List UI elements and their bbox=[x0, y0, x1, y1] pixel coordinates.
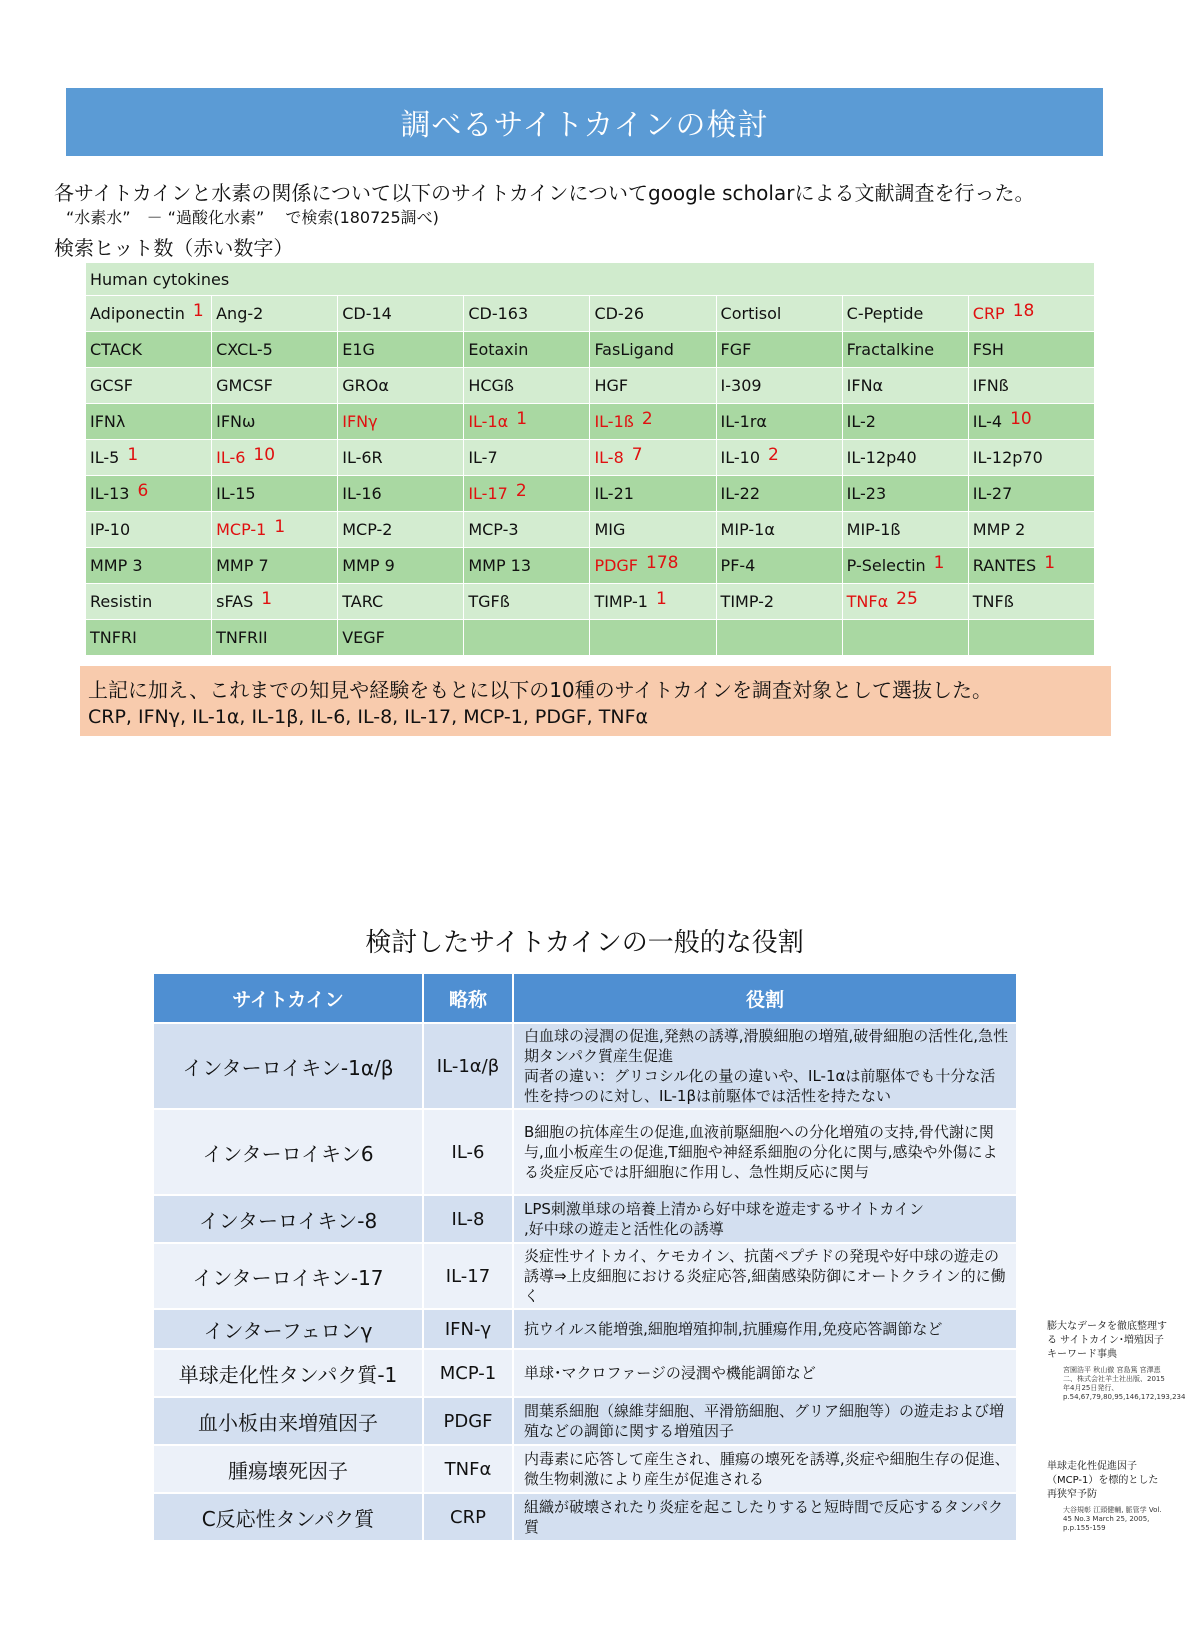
hit-count: 1 bbox=[274, 516, 286, 537]
cytokine-abbr: CRP bbox=[423, 1493, 513, 1541]
cytokine-cell bbox=[968, 584, 1094, 620]
cytokine-name: IL-12p70 bbox=[972, 448, 1043, 467]
cytokine-row bbox=[86, 512, 1095, 548]
reference-2 bbox=[1047, 1460, 1167, 1533]
roles-row bbox=[153, 1493, 1017, 1541]
cytokine-cell bbox=[212, 584, 338, 620]
cytokine-name: MCP-3 bbox=[468, 520, 519, 539]
hit-count: 1 bbox=[192, 300, 204, 321]
hit-count: 1 bbox=[516, 408, 528, 429]
cytokine-cell bbox=[716, 296, 842, 332]
cytokine-name: IL-12p40 bbox=[846, 448, 917, 467]
cytokine-name: TGFß bbox=[468, 592, 510, 611]
cytokine-cell bbox=[842, 440, 968, 476]
cytokine-name: P-Selectin bbox=[846, 555, 926, 575]
cytokine-name: RANTES bbox=[972, 555, 1037, 575]
cytokine-name: MCP-1 bbox=[216, 519, 267, 539]
cytokine-cell bbox=[968, 548, 1094, 584]
hit-count: 10 bbox=[253, 444, 276, 465]
cytokine-cell bbox=[716, 332, 842, 368]
cytokine-role: B細胞の抗体産生の促進,血液前駆細胞への分化増殖の支持,骨代謝に関与,血小板産生の促進,T細胞や神経系細胞の分化に関与,感染や外傷による炎症反応では肝細胞に作用し、急性期反応に関与 bbox=[513, 1109, 1017, 1195]
cytokine-abbr: IL-1α/β bbox=[423, 1023, 513, 1109]
cytokine-name: VEGF bbox=[342, 628, 385, 647]
cytokine-cell bbox=[464, 548, 590, 584]
cytokine-cell bbox=[86, 476, 212, 512]
cytokine-cell bbox=[212, 296, 338, 332]
selection-text: 上記に加え、これまでの知見や経験をもとに以下の10種のサイトカインを調査対象として選抜した。 bbox=[88, 678, 993, 702]
cytokine-row bbox=[86, 548, 1095, 584]
cytokine-name: IL-1ß bbox=[594, 411, 634, 431]
cytokine-name: IL-16 bbox=[342, 484, 382, 503]
cytokine-role: 抗ウイルス能増強,細胞増殖抑制,抗腫瘍作用,免疫応答調節など bbox=[513, 1309, 1017, 1349]
cytokine-name: IL-4 bbox=[972, 411, 1003, 431]
cytokine-cell bbox=[716, 620, 842, 656]
cytokine-table-header: Human cytokines bbox=[86, 263, 1095, 296]
hit-count: 1 bbox=[261, 588, 273, 609]
cytokine-cell bbox=[86, 584, 212, 620]
cytokine-full-name: C反応性タンパク質 bbox=[153, 1493, 423, 1541]
reference-1-title: 膨大なデータを徹底整理する サイトカイン･増殖因子キーワード事典 bbox=[1047, 1321, 1167, 1360]
cytokine-cell bbox=[590, 512, 716, 548]
cytokine-cell bbox=[842, 476, 968, 512]
roles-section-title: 検討したサイトカインの一般的な役割 bbox=[365, 928, 804, 958]
cytokine-row bbox=[86, 332, 1095, 368]
cytokine-name: Fractalkine bbox=[846, 340, 935, 359]
cytokine-cell bbox=[968, 404, 1094, 440]
cytokine-name: Ang-2 bbox=[216, 304, 264, 323]
cytokine-abbr: IFN-γ bbox=[423, 1309, 513, 1349]
cytokine-name: HGF bbox=[594, 376, 629, 395]
cytokine-row bbox=[86, 620, 1095, 656]
hit-count: 1 bbox=[933, 552, 945, 573]
cytokine-row bbox=[86, 368, 1095, 404]
cytokine-name: GMCSF bbox=[216, 376, 273, 395]
cytokine-cell bbox=[338, 368, 464, 404]
hit-count: 6 bbox=[137, 480, 149, 501]
roles-row bbox=[153, 1195, 1017, 1243]
cytokine-cell bbox=[968, 620, 1094, 656]
cytokine-cell bbox=[590, 332, 716, 368]
cytokine-name: C-Peptide bbox=[846, 304, 924, 323]
cytokine-cell bbox=[716, 512, 842, 548]
cytokine-row bbox=[86, 404, 1095, 440]
roles-row bbox=[153, 1309, 1017, 1349]
cytokine-name: Resistin bbox=[90, 592, 153, 611]
cytokine-cell bbox=[842, 584, 968, 620]
hit-count: 25 bbox=[896, 588, 918, 609]
cytokine-name: IL-1α bbox=[468, 411, 509, 431]
cytokine-full-name: インターロイキン-8 bbox=[153, 1195, 423, 1243]
cytokine-cell bbox=[464, 440, 590, 476]
cytokine-role: 炎症性サイトカイ、ケモカイン、抗菌ペプチドの発現や好中球の遊走の誘導⇒上皮細胞における炎症応答,細菌感染防御にオートクライン的に働く bbox=[513, 1243, 1017, 1309]
cytokine-row bbox=[86, 440, 1095, 476]
cytokine-name: IL-7 bbox=[468, 448, 498, 467]
cytokine-name: MMP 13 bbox=[468, 556, 532, 575]
cytokine-name: CXCL-5 bbox=[216, 340, 273, 359]
roles-row bbox=[153, 1023, 1017, 1109]
cytokine-cell bbox=[212, 512, 338, 548]
reference-2-title: 単球走化性促進因子（MCP-1）を標的とした再狭窄予防 bbox=[1047, 1461, 1159, 1500]
cytokine-cell bbox=[212, 440, 338, 476]
cytokine-full-name: インターロイキン6 bbox=[153, 1109, 423, 1195]
cytokine-abbr: IL-8 bbox=[423, 1195, 513, 1243]
roles-table bbox=[152, 972, 1018, 1542]
cytokine-name: MMP 9 bbox=[342, 556, 395, 575]
hit-count-caption: 検索ヒット数（赤い数字） bbox=[54, 236, 294, 260]
cytokine-abbr: PDGF bbox=[423, 1397, 513, 1445]
cytokine-cell bbox=[212, 368, 338, 404]
cytokine-cell bbox=[338, 296, 464, 332]
cytokine-cell bbox=[464, 296, 590, 332]
cytokine-role: 単球･マクロファージの浸潤や機能調節など bbox=[513, 1349, 1017, 1397]
cytokine-cell bbox=[338, 548, 464, 584]
cytokine-cell bbox=[212, 548, 338, 584]
cytokine-name: IL-1rα bbox=[720, 412, 767, 431]
cytokine-row bbox=[86, 584, 1095, 620]
cytokine-name: IL-5 bbox=[90, 447, 120, 467]
cytokine-name: FGF bbox=[720, 340, 752, 359]
cytokine-cell bbox=[842, 368, 968, 404]
hit-count: 1 bbox=[1044, 552, 1056, 573]
cytokine-cell bbox=[842, 548, 968, 584]
cytokine-cell bbox=[464, 584, 590, 620]
cytokine-cell bbox=[464, 368, 590, 404]
cytokine-cell bbox=[338, 332, 464, 368]
cytokine-name: IL-21 bbox=[594, 484, 634, 503]
cytokine-full-name: 血小板由来増殖因子 bbox=[153, 1397, 423, 1445]
page-title-banner: 調べるサイトカインの検討 bbox=[66, 88, 1103, 156]
hit-count: 2 bbox=[641, 408, 653, 429]
cytokine-cell bbox=[212, 620, 338, 656]
cytokine-full-name: インターロイキン-1α/β bbox=[153, 1023, 423, 1109]
cytokine-role: 間葉系細胞（線維芽細胞、平滑筋細胞、グリア細胞等）の遊走および増殖などの調節に関する増殖因子 bbox=[513, 1397, 1017, 1445]
cytokine-cell bbox=[716, 404, 842, 440]
cytokine-name: IFNß bbox=[972, 376, 1009, 395]
cytokine-cell bbox=[464, 620, 590, 656]
cytokine-name: GROα bbox=[342, 376, 389, 395]
hit-count: 178 bbox=[646, 552, 679, 573]
cytokine-name: TARC bbox=[342, 592, 384, 611]
cytokine-name: CD-26 bbox=[594, 304, 645, 323]
hit-count: 1 bbox=[127, 444, 139, 465]
cytokine-full-name: 腫瘍壊死因子 bbox=[153, 1445, 423, 1493]
cytokine-name: CTACK bbox=[90, 340, 143, 359]
cytokine-name: TNFα bbox=[846, 591, 889, 611]
selected-cytokines: CRP, IFNγ, IL-1α, IL-1β, IL-6, IL-8, IL-17, MCP-1, PDGF, TNFα bbox=[88, 706, 649, 728]
reference-1 bbox=[1047, 1320, 1185, 1402]
cytokine-name: MIP-1ß bbox=[846, 520, 901, 539]
hit-count: 2 bbox=[768, 444, 779, 465]
cytokine-name: sFAS bbox=[216, 591, 254, 611]
cytokine-name: MMP 2 bbox=[972, 520, 1026, 539]
cytokine-cell bbox=[464, 512, 590, 548]
cytokine-name: IL-22 bbox=[720, 484, 761, 503]
cytokine-role: 白血球の浸潤の促進,発熱の誘導,滑膜細胞の増殖,破骨細胞の活性化,急性期タンパク質産生促進 両者の違い：グリコシル化の量の違いや、IL-1αは前駆体でも十分な活性を持つのに対し、IL-1βは前駆体では活性を持たない bbox=[513, 1023, 1017, 1109]
cytokine-role: LPS刺激単球の培養上清から好中球を遊走するサイトカイン ,好中球の遊走と活性化の誘導 bbox=[513, 1195, 1017, 1243]
cytokine-name: TNFß bbox=[972, 592, 1014, 611]
cytokine-cell bbox=[590, 476, 716, 512]
cytokine-name: FasLigand bbox=[594, 340, 674, 359]
cytokine-cell bbox=[86, 440, 212, 476]
roles-row bbox=[153, 1109, 1017, 1195]
cytokine-name: IFNω bbox=[216, 412, 256, 431]
cytokine-name: IL-10 bbox=[720, 447, 761, 467]
cytokine-cell bbox=[842, 332, 968, 368]
cytokine-cell bbox=[338, 620, 464, 656]
cytokine-cell bbox=[842, 512, 968, 548]
hit-count: 10 bbox=[1010, 408, 1032, 429]
cytokine-cell bbox=[590, 368, 716, 404]
cytokine-cell bbox=[968, 476, 1094, 512]
cytokine-cell bbox=[968, 512, 1094, 548]
roles-row bbox=[153, 1397, 1017, 1445]
cytokine-name: IL-13 bbox=[90, 483, 130, 503]
hit-count: 7 bbox=[631, 444, 643, 465]
cytokine-full-name: インターロイキン-17 bbox=[153, 1243, 423, 1309]
cytokine-name: MMP 3 bbox=[90, 556, 143, 575]
cytokine-name: TNFRI bbox=[90, 628, 137, 647]
search-query-text: “水素水” － “過酸化水素” で検索(180725調べ) bbox=[66, 208, 439, 227]
cytokine-name: Adiponectin bbox=[90, 303, 185, 323]
cytokine-full-name: 単球走化性タンパク質-1 bbox=[153, 1349, 423, 1397]
cytokine-name: MCP-2 bbox=[342, 520, 393, 539]
cytokine-name: HCGß bbox=[468, 376, 515, 395]
cytokine-abbr: IL-17 bbox=[423, 1243, 513, 1309]
cytokine-name: IL-17 bbox=[468, 483, 508, 503]
cytokine-cell bbox=[338, 584, 464, 620]
cytokine-name: MIP-1α bbox=[720, 520, 775, 539]
roles-header-abbr: 略称 bbox=[423, 973, 513, 1023]
cytokine-name: IFNγ bbox=[342, 412, 378, 431]
selection-box bbox=[80, 666, 1111, 736]
cytokine-name: IL-27 bbox=[972, 484, 1013, 503]
cytokine-cell bbox=[590, 584, 716, 620]
cytokine-table bbox=[85, 262, 1095, 656]
cytokine-cell bbox=[212, 476, 338, 512]
cytokine-cell bbox=[590, 296, 716, 332]
cytokine-cell bbox=[590, 404, 716, 440]
cytokine-cell bbox=[338, 512, 464, 548]
cytokine-name: IL-23 bbox=[846, 484, 887, 503]
roles-row bbox=[153, 1243, 1017, 1309]
cytokine-cell bbox=[464, 404, 590, 440]
cytokine-name: MIG bbox=[594, 520, 626, 539]
cytokine-cell bbox=[968, 440, 1094, 476]
cytokine-name: Cortisol bbox=[720, 304, 782, 323]
hit-count: 1 bbox=[655, 588, 667, 609]
cytokine-cell bbox=[590, 440, 716, 476]
cytokine-name: IL-15 bbox=[216, 484, 256, 503]
cytokine-cell bbox=[86, 296, 212, 332]
cytokine-cell bbox=[968, 296, 1094, 332]
roles-header-name: サイトカイン bbox=[153, 973, 423, 1023]
roles-row bbox=[153, 1349, 1017, 1397]
cytokine-cell bbox=[968, 332, 1094, 368]
cytokine-cell bbox=[86, 404, 212, 440]
cytokine-cell bbox=[212, 404, 338, 440]
cytokine-name: IL-8 bbox=[594, 447, 624, 467]
reference-1-detail: 宮園浩平 秋山徹 宮島篤 宮澤恵二、株式会社羊土社出版、2015年4月25日発行、p.54,67,79,80,95,146,172,193,234 bbox=[1063, 1366, 1185, 1401]
cytokine-role: 組織が破壊されたり炎症を起こしたりすると短時間で反応するタンパク質 bbox=[513, 1493, 1017, 1541]
roles-header-role: 役割 bbox=[513, 973, 1017, 1023]
cytokine-cell bbox=[716, 440, 842, 476]
cytokine-name: TIMP-2 bbox=[720, 592, 775, 611]
cytokine-name: CD-14 bbox=[342, 304, 392, 323]
cytokine-name: PF-4 bbox=[720, 556, 756, 575]
cytokine-name: IL-2 bbox=[846, 412, 876, 431]
cytokine-cell bbox=[338, 404, 464, 440]
cytokine-cell bbox=[464, 332, 590, 368]
cytokine-name: TIMP-1 bbox=[594, 591, 648, 611]
cytokine-cell bbox=[842, 620, 968, 656]
cytokine-cell bbox=[338, 476, 464, 512]
cytokine-cell bbox=[338, 440, 464, 476]
cytokine-cell bbox=[842, 404, 968, 440]
cytokine-cell bbox=[716, 584, 842, 620]
cytokine-abbr: IL-6 bbox=[423, 1109, 513, 1195]
cytokine-role: 内毒素に応答して産生され、腫瘍の壊死を誘導,炎症や細胞生存の促進、微生物刺激により産生が促進される bbox=[513, 1445, 1017, 1493]
cytokine-name: IFNα bbox=[846, 376, 884, 395]
cytokine-cell bbox=[716, 548, 842, 584]
cytokine-cell bbox=[86, 332, 212, 368]
intro-text: 各サイトカインと水素の関係について以下のサイトカインについてgoogle scholarによる文献調査を行った。 bbox=[54, 181, 1035, 205]
cytokine-row bbox=[86, 476, 1095, 512]
cytokine-row bbox=[86, 296, 1095, 332]
cytokine-name: IP-10 bbox=[90, 520, 131, 539]
hit-count: 18 bbox=[1012, 300, 1035, 321]
cytokine-cell bbox=[464, 476, 590, 512]
cytokine-cell bbox=[86, 512, 212, 548]
cytokine-name: MMP 7 bbox=[216, 556, 269, 575]
hit-count: 2 bbox=[515, 480, 527, 501]
cytokine-cell bbox=[716, 476, 842, 512]
cytokine-cell bbox=[842, 296, 968, 332]
cytokine-name: TNFRII bbox=[216, 628, 268, 647]
cytokine-name: IFNλ bbox=[90, 412, 126, 431]
roles-row bbox=[153, 1445, 1017, 1493]
cytokine-name: IL-6 bbox=[216, 447, 246, 467]
cytokine-full-name: インターフェロンγ bbox=[153, 1309, 423, 1349]
cytokine-cell bbox=[590, 548, 716, 584]
cytokine-cell bbox=[212, 332, 338, 368]
cytokine-name: I-309 bbox=[720, 376, 762, 395]
cytokine-cell bbox=[590, 620, 716, 656]
cytokine-cell bbox=[86, 368, 212, 404]
reference-2-detail: 大谷規彰 江頭健輔, 脈管学 Vol. 45 No.3 March 25, 2005, p.p.155-159 bbox=[1063, 1506, 1162, 1532]
cytokine-abbr: MCP-1 bbox=[423, 1349, 513, 1397]
cytokine-cell bbox=[86, 548, 212, 584]
cytokine-name: GCSF bbox=[90, 376, 133, 395]
cytokine-name: PDGF bbox=[594, 555, 639, 575]
cytokine-cell bbox=[716, 368, 842, 404]
cytokine-name: IL-6R bbox=[342, 448, 383, 467]
cytokine-abbr: TNFα bbox=[423, 1445, 513, 1493]
cytokine-name: E1G bbox=[342, 340, 375, 359]
cytokine-name: CD-163 bbox=[468, 304, 529, 323]
cytokine-cell bbox=[968, 368, 1094, 404]
cytokine-name: CRP bbox=[972, 303, 1005, 323]
cytokine-name: Eotaxin bbox=[468, 340, 529, 359]
cytokine-cell bbox=[86, 620, 212, 656]
cytokine-name: FSH bbox=[972, 340, 1004, 359]
